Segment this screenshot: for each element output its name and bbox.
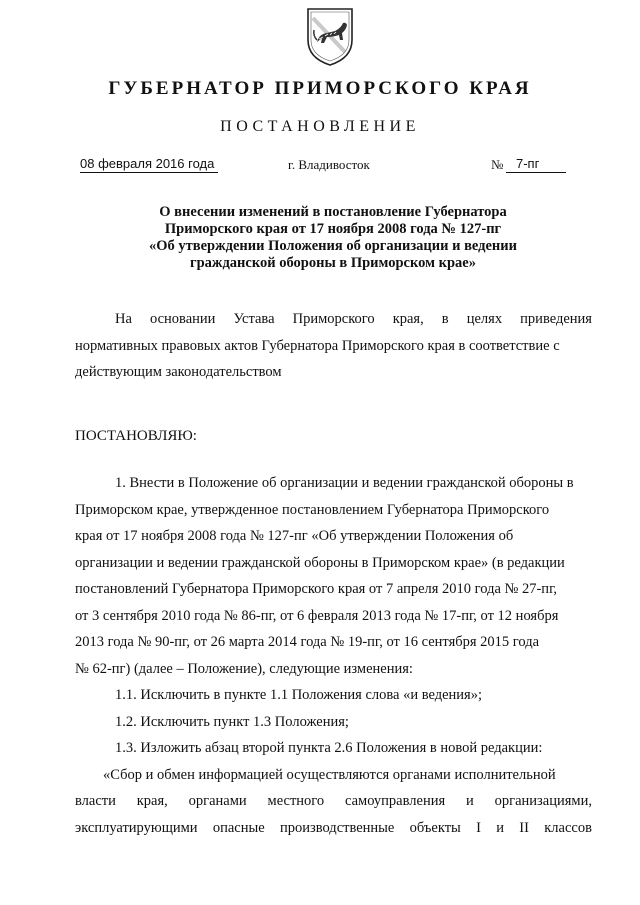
word: эксплуатирующими	[75, 819, 198, 836]
document-city: г. Владивосток	[288, 157, 370, 172]
preamble-line	[75, 306, 592, 333]
subitem-1-3: 1.3. Изложить абзац второй пункта 2.6 Положения в новой редакции:	[115, 740, 543, 756]
item-1-paragraph	[75, 470, 592, 841]
word: органами	[188, 793, 247, 809]
item-line: Приморском крае, утвержденное постановлением Губернатора Приморского	[75, 501, 550, 518]
issuer-title: ГУБЕРНАТОР ПРИМОРСКОГО КРАЯ	[108, 78, 532, 99]
word: объекты	[409, 819, 461, 836]
preamble-line: нормативных правовых актов Губернатора Приморского края в соответствие с	[75, 337, 560, 354]
word: и	[496, 819, 504, 836]
item-line: края от 17 ноября 2008 года № 127-пг «Об утверждении Положения об	[75, 528, 514, 544]
document-number: 7-пг	[506, 156, 566, 173]
word: I	[476, 819, 481, 836]
coat-of-arms-emblem	[305, 6, 355, 68]
word: Устава	[233, 311, 275, 327]
word: основании	[150, 311, 216, 327]
word: края,	[136, 793, 168, 809]
word: классов	[544, 819, 592, 836]
quote-line	[75, 788, 592, 815]
preamble-paragraph	[75, 306, 592, 386]
preamble-line: действующим законодательством	[75, 364, 282, 380]
word: власти	[75, 793, 116, 809]
word: целях	[466, 311, 503, 327]
word: приведения	[520, 311, 592, 327]
item-line: № 62-пг) (далее – Положение), следующие изменения:	[75, 660, 413, 677]
number-sign: №	[491, 157, 504, 172]
word: опасные	[212, 819, 265, 836]
quote-line: «Сбор и обмен информацией осуществляются органами исполнительной	[103, 766, 556, 783]
word: Приморского	[292, 311, 375, 327]
quote-line	[75, 815, 592, 842]
word: самоуправления	[345, 793, 446, 809]
subitem-1-2: 1.2. Исключить пункт 1.3 Положения;	[115, 713, 349, 730]
decree-word: ПОСТАНОВЛЯЮ:	[75, 428, 197, 444]
item-line: постановлений Губернатора Приморского края от 7 апреля 2010 года № 27-пг,	[75, 581, 558, 597]
word: и	[466, 793, 474, 809]
subject-line: О внесении изменений в постановление Губернатора	[159, 204, 507, 220]
item-line: организации и ведении гражданской обороны в Приморском крае» (в редакции	[75, 554, 565, 571]
word: в	[441, 311, 449, 327]
item-line: 2013 года № 90-пг, от 26 марта 2014 года № 19-пг, от 16 сентября 2015 года	[75, 634, 540, 650]
word: местного	[267, 793, 325, 809]
word: II	[519, 819, 529, 836]
document-subject	[80, 204, 586, 272]
word: организациями,	[494, 793, 592, 809]
word: края,	[392, 311, 424, 327]
item-line: от 3 сентября 2010 года № 86-пг, от 6 февраля 2013 года № 17-пг, от 12 ноября	[75, 607, 559, 624]
word: На	[115, 311, 132, 327]
subject-line: Приморского края от 17 ноября 2008 года № 127-пг	[164, 221, 502, 237]
subject-line: «Об утверждении Положения об организации и ведении	[148, 238, 517, 254]
document-date: 08 февраля 2016 года	[80, 156, 218, 173]
word: производственные	[279, 819, 395, 836]
document-type: ПОСТАНОВЛЕНИЕ	[220, 118, 420, 135]
subitem-1-1: 1.1. Исключить в пункте 1.1 Положения слова «и ведения»;	[115, 687, 483, 703]
subject-line: гражданской обороны в Приморском крае»	[190, 255, 476, 271]
item-line: 1. Внести в Положение об организации и ведении гражданской обороны в	[115, 475, 574, 491]
